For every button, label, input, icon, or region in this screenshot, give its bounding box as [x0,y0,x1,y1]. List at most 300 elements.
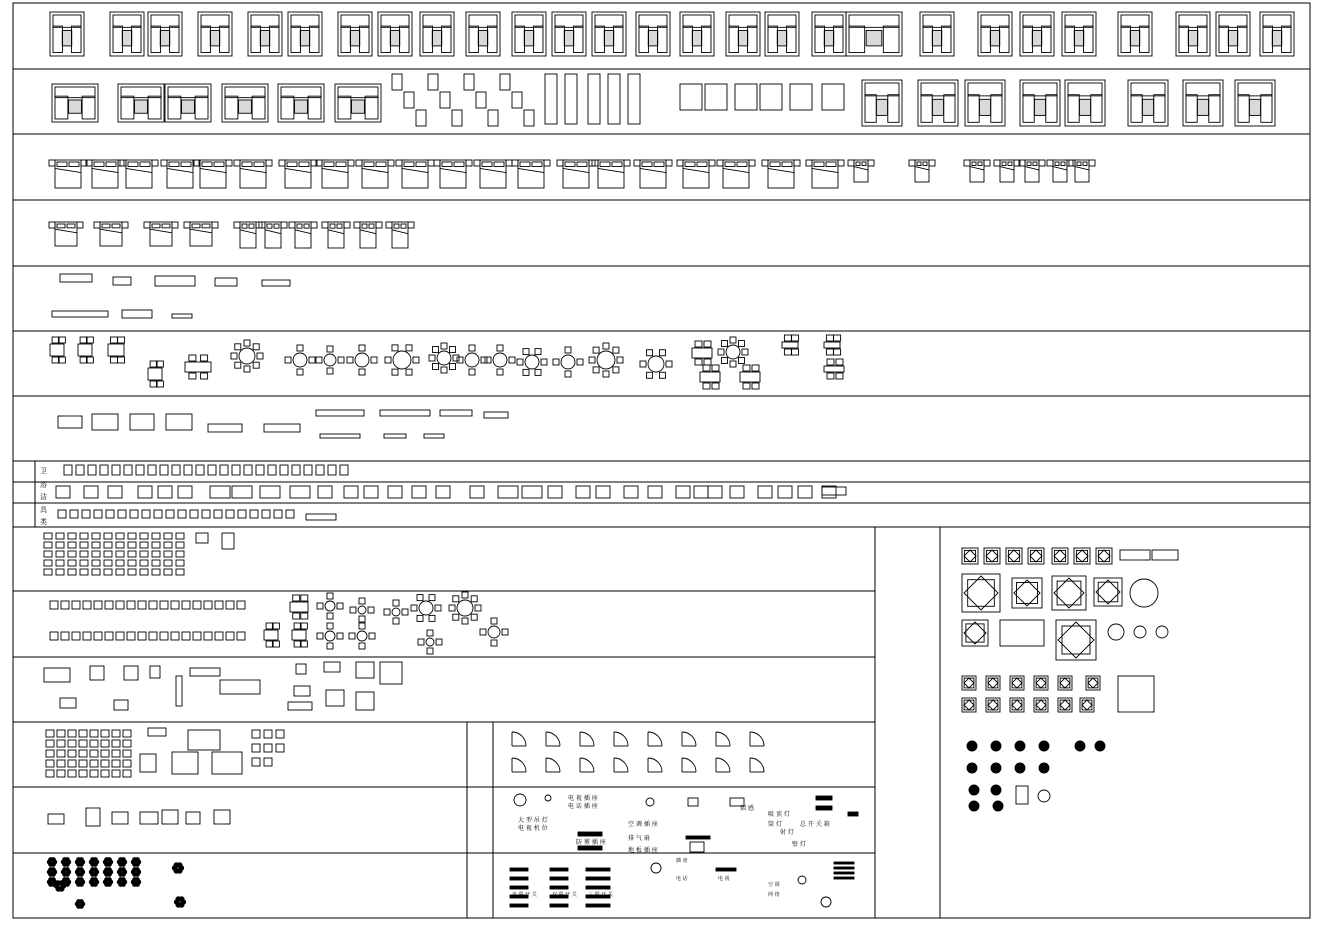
chair-icon [61,632,69,640]
light-icon [545,795,551,801]
chair-icon [138,632,146,640]
sofa-set-icon [965,80,1005,126]
chair-icon [105,632,113,640]
appliance-icon [56,533,64,539]
chair-icon [72,632,80,640]
floor-tile-icon [1075,741,1085,751]
dining-table-icon [108,337,125,363]
appliance-icon [128,551,136,557]
floor-tile-icon [1095,741,1105,751]
sink-icon [286,510,294,518]
stove-icon [123,740,131,747]
chair-icon [226,632,234,640]
bed-icon [289,222,317,248]
bathtub-icon [108,486,122,498]
side-label-5: 类 [40,518,47,526]
bed-icon [762,160,800,188]
bathtub-icon [56,486,70,498]
wardrobe-icon [320,434,360,438]
stove-icon [79,750,87,757]
bathtub-icon [694,486,708,498]
electrical-legend-label: 筒 灯 [768,821,782,828]
switch-icon [586,904,610,907]
door-swing-icon [682,732,696,746]
toilet-icon [316,465,324,475]
bathtub-icon [436,486,450,498]
wardrobe-icon [384,434,406,438]
bathroom-side-labels [40,467,48,526]
bathtub-icon [576,486,590,498]
floor-tile-icon [1108,624,1124,640]
switch-icon [586,886,610,889]
stove-icon [140,754,156,772]
appliance-icon [56,560,64,566]
bed-icon [512,160,550,188]
bed-icon [194,160,232,188]
bed-icon [234,160,272,188]
plant-icon [89,878,99,887]
stove-icon [112,740,120,747]
bathtub-icon [648,486,662,498]
dining-table-icon [285,345,315,375]
toilet-icon [220,465,228,475]
stove-icon [123,770,131,777]
dining-table-icon [264,623,279,647]
plant-icon [61,868,71,877]
dining-table-icon [350,598,374,622]
appliance-icon [56,551,64,557]
appliance-icon [92,560,100,566]
switch-icon [821,897,831,907]
bathtub-icon [178,486,192,498]
desk-icon [220,680,260,694]
dining-table-icon [485,345,515,375]
switch-icon [550,868,568,871]
stove-icon [123,730,131,737]
bathtub-icon [548,486,562,498]
floor-tile-icon [962,620,988,646]
chair-icon [116,632,124,640]
bed-icon [592,160,630,188]
chair-icon [404,92,414,108]
door-swing-icon [682,758,696,772]
sink-icon [106,510,114,518]
appliance-icon [80,560,88,566]
stove-icon [46,750,54,757]
switch-icon [550,904,568,907]
sofa-set-icon [552,12,586,56]
bathtub-icon [498,486,518,498]
switch-icon [834,872,854,874]
plant-icon [89,858,99,867]
desk-icon [114,700,128,710]
bathtub-icon [364,486,378,498]
desk-icon [356,692,374,710]
wardrobe-icon [380,410,430,416]
sofa-set-icon [378,12,412,56]
electrical-legend-label: 大 型 吊 灯 [518,817,548,824]
stove-icon [188,730,220,750]
bed-icon [259,222,287,248]
appliance-icon [140,569,148,575]
dining-table-icon [824,335,841,355]
cabinet-icon [172,314,192,318]
sink-icon [130,510,138,518]
bathtub-icon [758,486,772,498]
bed-icon [94,222,128,246]
bed-icon [279,160,317,188]
sofa-set-icon [846,12,902,56]
floor-tile-icon [1080,698,1094,712]
chair-icon [149,632,157,640]
appliance-icon [68,533,76,539]
floor-tile-icon [1010,698,1024,712]
plant-icon [75,868,85,877]
bathtub-icon [260,486,280,498]
stove-icon [123,750,131,757]
chair-icon [524,110,534,126]
dining-table-icon [449,592,481,624]
chair-icon [182,632,190,640]
stove-icon [172,752,198,774]
plant-icon [117,878,127,887]
chair-icon [500,74,510,90]
socket-icon [578,846,602,850]
desk-icon [296,664,306,674]
plant-icon [117,868,127,877]
bed-icon [434,160,472,188]
bed-icon [120,160,158,188]
floor-tile-icon [1094,578,1122,606]
appliance-icon [116,569,124,575]
bathtub-icon [822,486,836,498]
plant-icon [117,858,127,867]
plant-icon [54,881,65,892]
floor-tile-icon [986,698,1000,712]
desk-icon [356,662,374,678]
chair-icon [94,601,102,609]
toilet-icon [268,465,276,475]
stove-icon [79,740,87,747]
stove-icon [46,760,54,767]
floor-tile-icon [962,548,978,564]
furniture-symbols [44,12,1294,908]
stove-icon [101,750,109,757]
bed-icon [909,160,935,182]
chair-icon [204,601,212,609]
switch-legend-label: 网 络 [768,892,780,898]
cabinet-icon [628,74,640,124]
bathtub-icon [624,486,638,498]
stove-icon [46,770,54,777]
chair-icon [50,601,58,609]
wardrobe-icon [440,410,472,416]
cabinet-icon [60,274,92,282]
floor-tile-icon [991,763,1001,773]
floor-tile-icon [993,801,1003,811]
door-swing-icon [716,732,730,746]
row-dividers [13,69,1310,918]
electrical-legend-label: 总 开 关 箱 [800,821,830,828]
bathtub-icon [798,486,812,498]
sink-icon [262,510,270,518]
dining-table-icon [718,337,748,367]
appliance-icon [92,551,100,557]
dining-table-icon [316,346,344,374]
floor-tile-icon [991,741,1001,751]
floor-tile-icon [1130,579,1158,607]
exercise-icon [186,812,200,824]
door-swing-icon [614,758,628,772]
sofa-set-icon [1128,80,1168,126]
sofa-set-icon [918,80,958,126]
electrical-legend-label: 射 灯 [780,829,794,836]
sofa-set-icon [1235,80,1275,126]
stove-icon [112,760,120,767]
floor-tile-icon [1034,698,1048,712]
bathtub-icon [676,486,690,498]
sink-icon [202,510,210,518]
sofa-set-icon [920,12,954,56]
socket-icon [816,806,832,810]
switch-icon [510,868,528,871]
cabinet-icon [155,276,195,286]
door-swing-icon [614,732,628,746]
sofa-set-icon [790,84,812,110]
floor-tile-icon [1134,626,1146,638]
switch-legend-label: 电 视 [718,876,730,882]
sink-icon [306,514,336,520]
desk-icon [324,662,340,672]
bed-icon [49,160,87,188]
bathtub-icon [470,486,484,498]
chair-icon [392,74,402,90]
appliance-icon [152,533,160,539]
switch-icon [834,862,854,864]
floor-tile-icon [1010,676,1024,690]
sink-icon [166,510,174,518]
stove-icon [264,744,272,752]
appliance-icon [152,569,160,575]
stove-icon [57,730,65,737]
electrical-legend-label: 烟 感 [740,805,754,812]
dining-table-icon [418,630,442,654]
bathtub-icon [344,486,358,498]
cabinet-icon [565,74,577,124]
stove-icon [79,770,87,777]
floor-tile-icon [962,676,976,690]
appliance-icon [104,569,112,575]
sofa-set-icon [338,12,372,56]
appliance-icon [140,542,148,548]
dining-table-icon [517,349,547,376]
floor-tile-icon [1016,786,1028,804]
bathtub-icon [730,486,744,498]
floor-tile-icon [1000,620,1044,646]
dining-table-icon [78,337,93,363]
appliance-icon [104,551,112,557]
dining-table-icon [553,347,583,377]
plant-icon [61,858,71,867]
electrical-legend-label: 空 调 插 座 [628,821,658,828]
dining-table-icon [640,350,672,379]
toilet-icon [136,465,144,475]
bed-icon [386,222,414,248]
appliance-icon [116,542,124,548]
bathtub-icon [318,486,332,498]
stove-icon [57,740,65,747]
wardrobe-icon [208,424,242,432]
plant-icon [172,863,183,874]
desk-icon [60,698,76,708]
bed-icon [49,222,83,246]
chair-icon [160,601,168,609]
side-label-3: 洁 [40,493,47,501]
chair-icon [428,74,438,90]
cabinet-icon [122,310,152,318]
toilet-icon [100,465,108,475]
wardrobe-icon [92,414,118,430]
stove-icon [148,728,166,736]
appliance-icon [116,560,124,566]
stove-icon [90,730,98,737]
floor-tile-icon [1015,741,1025,751]
sofa-set-icon [165,84,211,122]
chair-icon [160,632,168,640]
switch-icon [716,868,736,871]
sofa-set-icon [50,12,84,56]
stove-icon [212,752,242,774]
sofa-set-icon [288,12,322,56]
socket-icon [686,836,710,839]
stove-icon [46,730,54,737]
chair-icon [127,632,135,640]
stove-icon [112,770,120,777]
sofa-set-icon [148,12,182,56]
toilet-icon [340,465,348,475]
chair-icon [488,110,498,126]
desk-icon [190,668,220,676]
side-label-2: 浴 [40,481,47,489]
chair-icon [416,110,426,126]
appliance-icon [44,533,52,539]
floor-tile-icon [967,763,977,773]
appliance-icon [140,533,148,539]
toilet-icon [88,465,96,475]
appliance-icon [44,560,52,566]
bathtub-icon [138,486,152,498]
sofa-set-icon [512,12,546,56]
stove-icon [79,730,87,737]
socket-icon [848,812,858,816]
switch-icon [510,877,528,880]
toilet-icon [328,465,336,475]
plant-icon [103,868,113,877]
exercise-icon [140,812,158,824]
stove-icon [79,760,87,767]
toilet-icon [124,465,132,475]
bed-icon [474,160,512,188]
toilet-icon [280,465,288,475]
toilet-icon [244,465,252,475]
switch-legend-label: 空 调 [768,882,780,888]
bed-icon [161,160,199,188]
chair-icon [452,110,462,126]
dining-table-icon [290,595,308,619]
cabinet-icon [608,74,620,124]
appliance-icon [92,542,100,548]
plant-icon [75,900,85,909]
appliance-icon [176,533,184,539]
dining-table-icon [384,600,408,624]
sink-icon [250,510,258,518]
stove-icon [252,758,260,766]
stove-icon [101,760,109,767]
stove-icon [123,760,131,767]
sink-icon [94,510,102,518]
stove-icon [57,750,65,757]
cabinet-icon [588,74,600,124]
floor-tile-icon [1056,620,1096,660]
bed-icon [634,160,672,188]
bathtub-icon [84,486,98,498]
stove-icon [68,750,76,757]
sofa-set-icon [1065,80,1105,126]
floor-tile-icon [962,574,1000,612]
plant-icon [131,868,141,877]
sofa-set-icon [726,12,760,56]
chair-icon [182,601,190,609]
sofa-set-icon [1020,12,1054,56]
sofa-set-icon [1260,12,1294,56]
stove-icon [90,740,98,747]
bed-icon [557,160,595,188]
door-swing-icon [750,758,764,772]
dining-table-icon [480,618,508,646]
sofa-set-icon [1118,12,1152,56]
stove-icon [57,760,65,767]
chair-icon [171,632,179,640]
stove-icon [68,740,76,747]
bed-icon [848,160,874,182]
electrical-legend-label: 壁 灯 [792,841,806,848]
floor-tile-icon [962,698,976,712]
cabinet-icon [545,74,557,124]
wardrobe-icon [316,410,364,416]
dining-table-icon [349,623,375,649]
chair-icon [215,601,223,609]
exercise-icon [112,812,128,824]
sofa-set-icon [822,84,844,110]
appliance-icon [140,551,148,557]
dining-table-icon [411,595,441,622]
door-swing-icon [648,732,662,746]
switch-icon [834,877,854,879]
chair-icon [215,632,223,640]
bed-icon [717,160,755,188]
stove-icon [264,730,272,738]
desk-icon [288,702,312,710]
chair-icon [193,632,201,640]
switch-icon [586,868,610,871]
sofa-set-icon [52,84,98,122]
bed-icon [994,160,1020,182]
switch-legend-label: 三 联 开 关 [588,892,613,898]
dining-table-icon [317,623,343,649]
bed-icon [677,160,715,188]
exercise-icon [214,810,230,824]
sink-icon [190,510,198,518]
